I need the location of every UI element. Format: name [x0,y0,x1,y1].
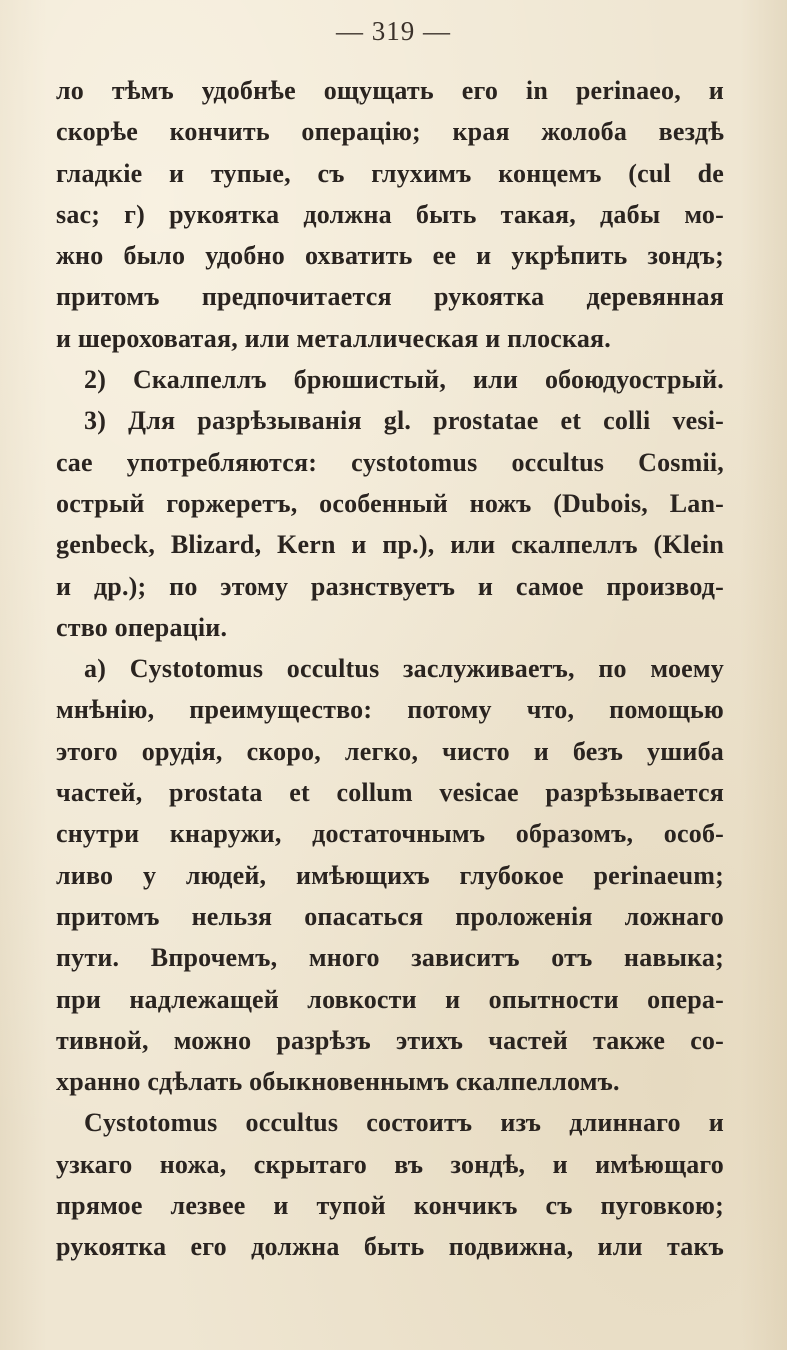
text-line: а) Cystotomus occultus заслуживаетъ, по моему [84,654,724,684]
text-line: прямое лезвее и тупой кончикъ съ пуговкою; [56,1191,724,1221]
text-line: 3) Для разрѣзыванія gl. prostatae et colli vesi- [84,406,724,436]
text-line: скорѣе кончить операцію; края жолоба вездѣ [56,117,724,147]
text-line: частей, prostata et collum vesicae разрѣзывается [56,778,724,808]
text-line: Cystotomus occultus состоитъ изъ длиннаго и [84,1108,724,1138]
text-line: пути. Впрочемъ, много зависитъ отъ навыка; [56,943,724,973]
text-line: притомъ предпочитается рукоятка деревянная [56,282,724,312]
text-line: genbeck, Blizard, Kern и пр.), или скалпеллъ (Klein [56,530,724,560]
text-line: 2) Скалпеллъ брюшистый, или обоюдуострый. [84,365,724,395]
text-line: ло тѣмъ удобнѣе ощущать его in perinaeo, и [56,76,724,105]
text-line: этого орудія, скоро, легко, чисто и безъ ушиба [56,736,724,766]
text-line: хранно сдѣлать обыкновеннымъ скалпелломъ. [56,1067,620,1097]
text-line: жно было удобно охватить ее и укрѣпить зондъ; [56,241,724,271]
text-line: ство операціи. [56,612,228,642]
text-line: острый горжеретъ, особенный ножъ (Dubois, Lan- [56,488,724,518]
text-line: и шероховатая, или металлическая и плоская. [56,323,611,353]
text-line: sac; г) рукоятка должна быть такая, дабы мо- [56,199,724,229]
body-text [56,70,724,1268]
text-line: тивной, можно разрѣзъ этихъ частей также со- [56,1025,724,1055]
text-line: рукоятка его должна быть подвижна, или такъ [56,1232,724,1262]
text-line: при надлежащей ловкости и опытности опера- [56,984,724,1014]
text-line: снутри кнаружи, достаточнымъ образомъ, особ- [56,819,724,849]
text-line: притомъ нельзя опасаться проложенія ложнаго [56,901,724,931]
text-line: ливо у людей, имѣющихъ глубокое perinaeum; [56,860,724,890]
page-number: — 319 — [336,16,451,46]
text-line: cae употребляются: cystotomus occultus Cosmii, [56,447,724,477]
text-line: узкаго ножа, скрытаго въ зондѣ, и имѣющаго [56,1149,724,1179]
text-line: гладкіе и тупые, съ глухимъ концемъ (cul de [56,158,724,188]
text-line: мнѣнію, преимущество: потому что, помощью [56,695,724,725]
text-line: и др.); по этому разнствуетъ и самое производ- [56,571,724,601]
